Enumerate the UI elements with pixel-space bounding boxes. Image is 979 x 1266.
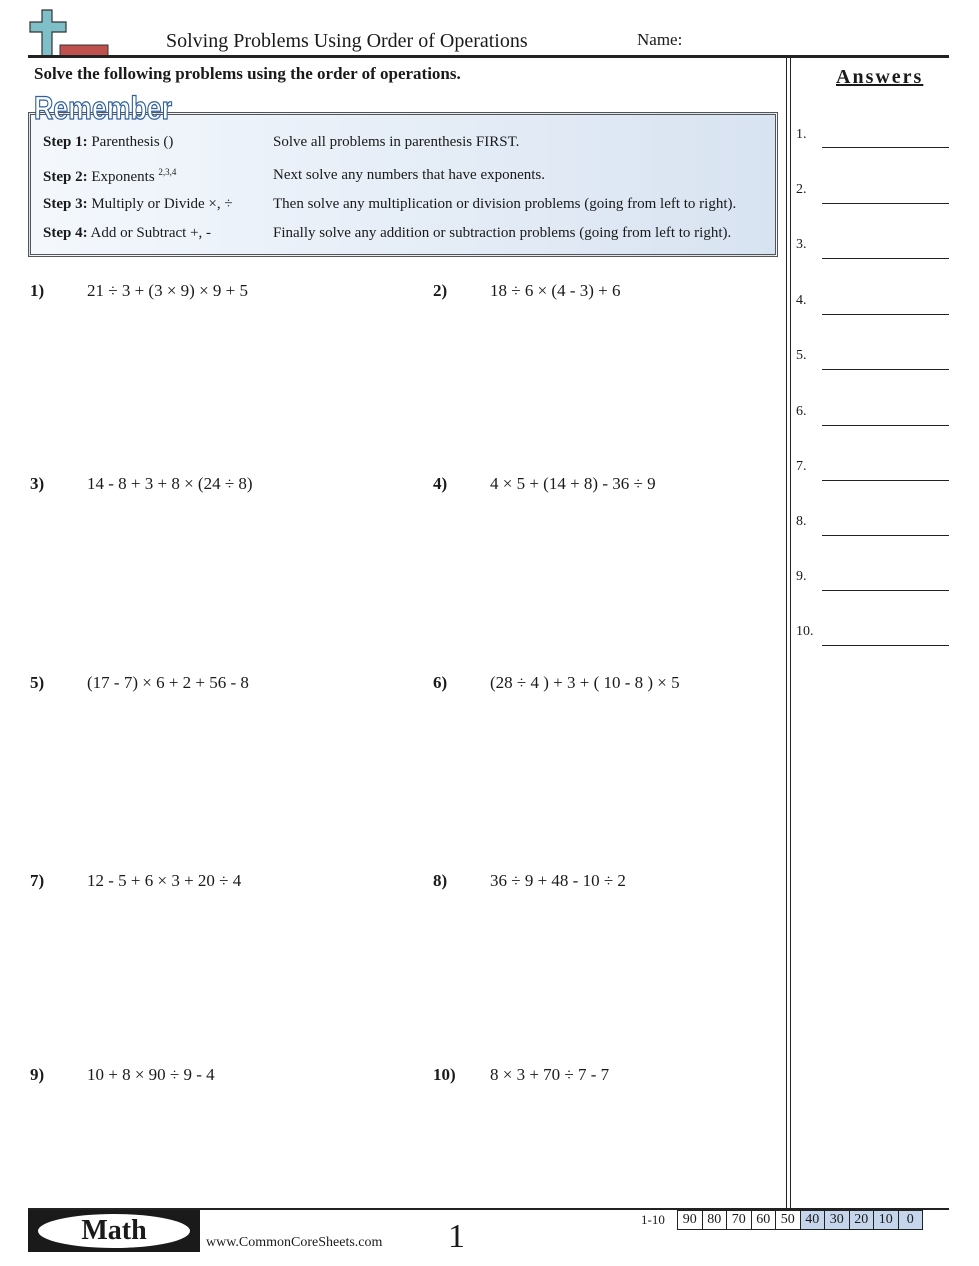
step-label: Step 4:	[43, 225, 88, 241]
answers-heading: Answers	[836, 66, 924, 88]
problem-number: 9)	[30, 1065, 45, 1084]
step-name: Exponents	[91, 169, 155, 185]
instructions: Solve the following problems using the order of operations.	[34, 64, 461, 83]
answer-label: 6.	[796, 404, 807, 419]
step-description: Then solve any multiplication or division problems (going from left to right).	[273, 196, 737, 212]
problem-expression: 10 + 8 × 90 ÷ 9 - 4	[87, 1065, 215, 1084]
problem-number: 1)	[30, 281, 45, 300]
step-label: Step 1:	[43, 134, 88, 150]
step-name: Parenthesis ()	[91, 134, 174, 150]
answer-blank[interactable]	[822, 258, 949, 259]
score-cell: 60	[752, 1210, 777, 1230]
answer-label: 7.	[796, 459, 807, 474]
step-2	[43, 167, 176, 186]
score-cell: 30	[825, 1210, 850, 1230]
answer-blank[interactable]	[822, 645, 949, 646]
answer-blank[interactable]	[822, 147, 949, 148]
answer-label: 8.	[796, 514, 807, 529]
answer-blank[interactable]	[822, 203, 949, 204]
answer-blank[interactable]	[822, 535, 949, 536]
page-number: 1	[448, 1218, 465, 1255]
answer-blank[interactable]	[822, 480, 949, 481]
step-name: Add or Subtract +, -	[90, 225, 212, 241]
score-cell: 0	[899, 1210, 924, 1230]
step-description: Next solve any numbers that have exponents.	[273, 167, 546, 183]
remember-box	[28, 112, 778, 257]
problem-number: 5)	[30, 673, 45, 692]
problem-expression: 8 × 3 + 70 ÷ 7 - 7	[490, 1065, 610, 1084]
problem-expression: 12 - 5 + 6 × 3 + 20 ÷ 4	[87, 871, 242, 890]
score-cell: 80	[703, 1210, 728, 1230]
step-description: Solve all problems in parenthesis FIRST.	[273, 134, 520, 150]
problem-number: 6)	[433, 673, 448, 692]
problem-number: 10)	[433, 1065, 456, 1084]
answer-blank[interactable]	[822, 314, 949, 315]
logo-icon	[28, 8, 110, 58]
score-cell: 10	[874, 1210, 899, 1230]
step-label: Step 3:	[43, 196, 88, 212]
remember-heading	[32, 90, 177, 124]
problem-expression: 14 - 8 + 3 + 8 × (24 ÷ 8)	[87, 474, 253, 493]
step-name: Multiply or Divide ×, ÷	[91, 196, 233, 212]
page-title: Solving Problems Using Order of Operations	[166, 30, 528, 52]
score-cell: 40	[801, 1210, 826, 1230]
score-cell: 20	[850, 1210, 875, 1230]
remember-heading-text: Remember	[34, 90, 172, 126]
answer-label: 5.	[796, 348, 807, 363]
score-cell: 50	[776, 1210, 801, 1230]
step-description: Finally solve any addition or subtraction problems (going from left to right).	[273, 225, 732, 241]
answer-label: 3.	[796, 237, 807, 252]
header-rule	[28, 55, 949, 58]
problem-number: 2)	[433, 281, 448, 300]
column-divider	[786, 58, 787, 1208]
name-label: Name:	[637, 30, 683, 49]
answer-blank[interactable]	[822, 425, 949, 426]
answer-label: 4.	[796, 293, 807, 308]
answer-label: 2.	[796, 182, 807, 197]
problem-expression: (17 - 7) × 6 + 2 + 56 - 8	[87, 673, 249, 692]
answer-blank[interactable]	[822, 369, 949, 370]
exponent-superscript: 2,3,4	[158, 167, 177, 177]
answer-blank[interactable]	[822, 590, 949, 591]
step-1	[43, 134, 173, 151]
problem-expression: 18 ÷ 6 × (4 - 3) + 6	[490, 281, 621, 300]
problem-number: 3)	[30, 474, 45, 493]
problem-expression: 36 ÷ 9 + 48 - 10 ÷ 2	[490, 871, 626, 890]
step-label: Step 2:	[43, 169, 88, 185]
problem-expression: 21 ÷ 3 + (3 × 9) × 9 + 5	[87, 281, 249, 300]
problem-number: 4)	[433, 474, 448, 493]
step-4	[43, 225, 211, 242]
problem-expression: (28 ÷ 4 ) + 3 + ( 10 - 8 ) × 5	[490, 673, 680, 692]
problem-expression: 4 × 5 + (14 + 8) - 36 ÷ 9	[490, 474, 656, 493]
step-3	[43, 196, 233, 213]
math-badge-label: Math	[38, 1214, 190, 1248]
score-cell: 90	[678, 1210, 703, 1230]
score-table	[677, 1210, 923, 1230]
score-cell: 70	[727, 1210, 752, 1230]
answer-label: 1.	[796, 127, 807, 142]
site-url: www.CommonCoreSheets.com	[206, 1235, 383, 1250]
answer-label: 10.	[796, 624, 814, 639]
column-divider	[790, 58, 791, 1208]
score-range-label: 1-10	[641, 1212, 665, 1227]
answer-label: 9.	[796, 569, 807, 584]
problem-number: 7)	[30, 871, 45, 890]
math-badge	[28, 1210, 200, 1252]
problem-number: 8)	[433, 871, 448, 890]
